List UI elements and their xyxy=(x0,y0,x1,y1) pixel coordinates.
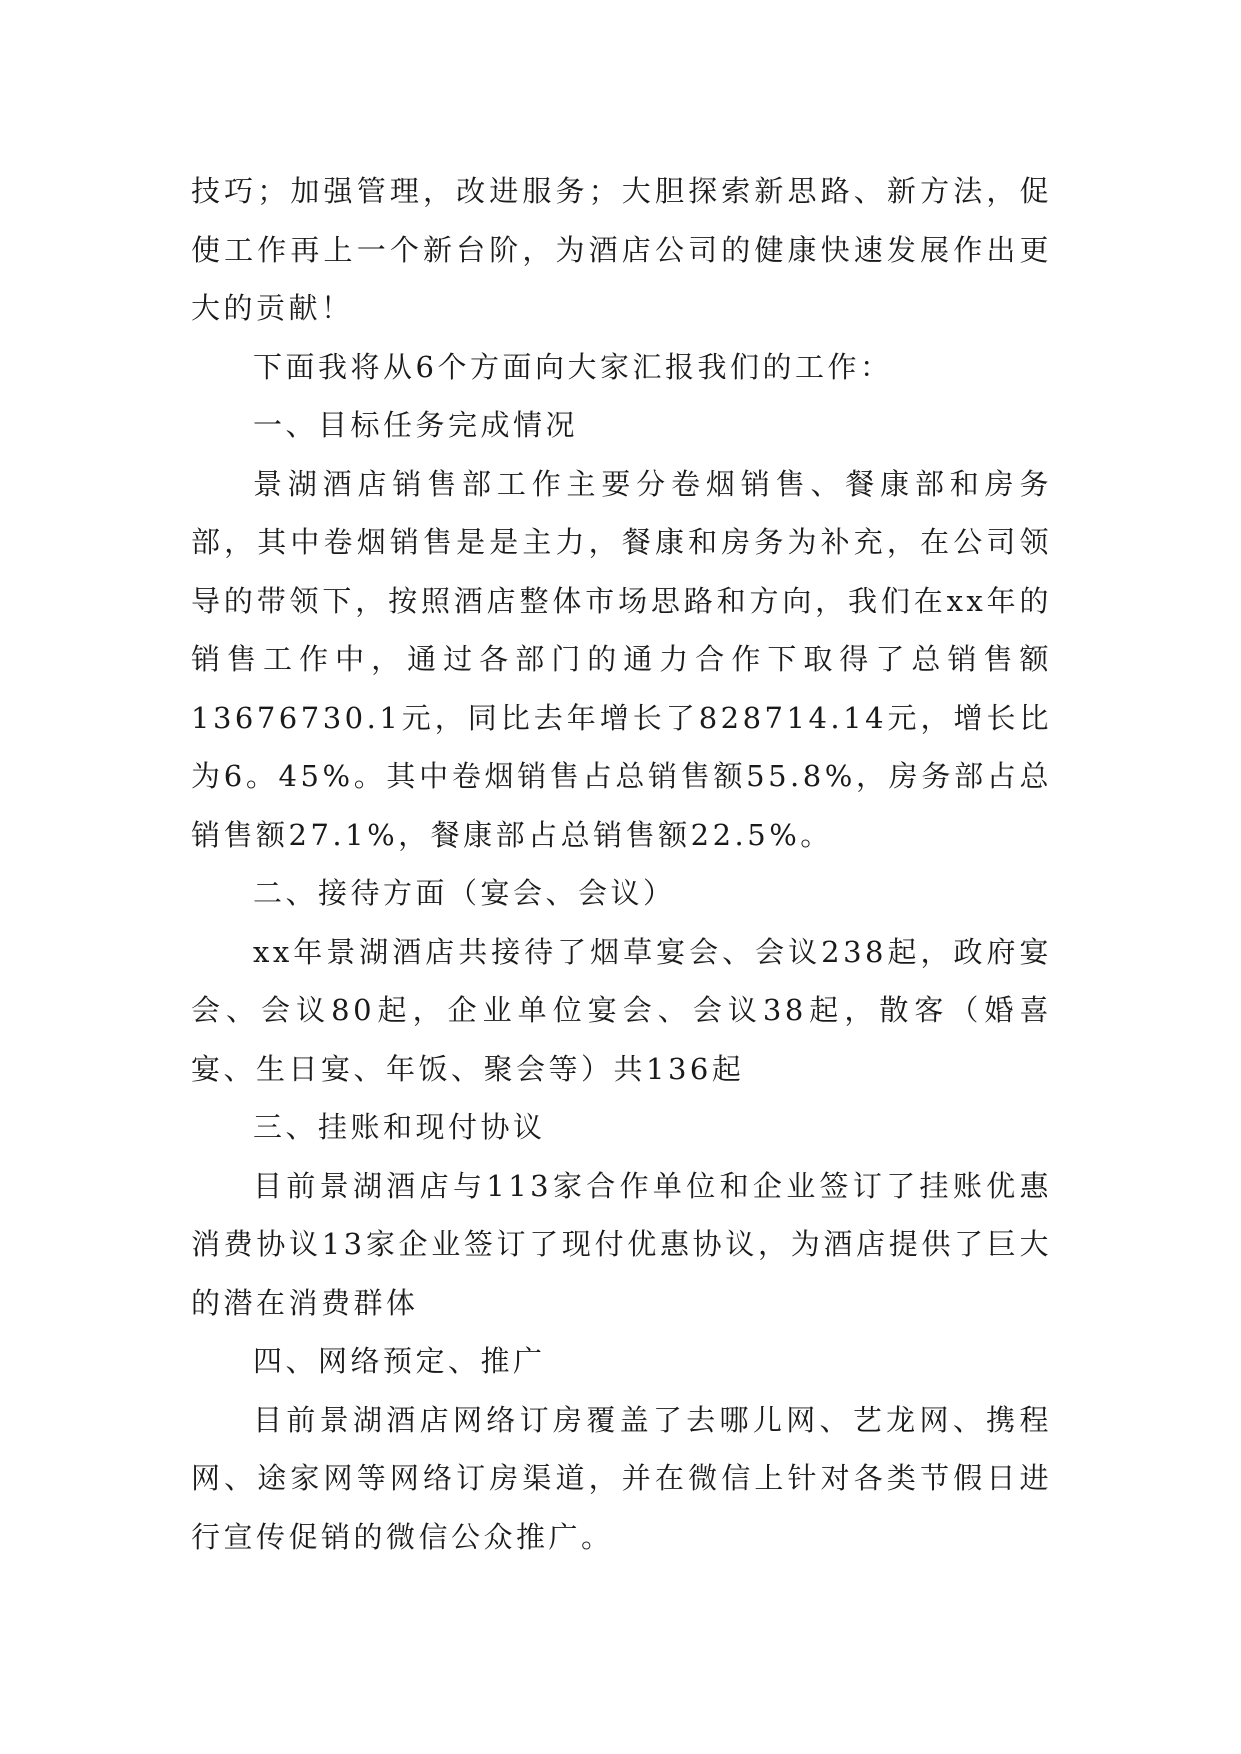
document-body xyxy=(191,162,1052,1566)
paragraph-online-booking: 目前景湖酒店网络订房覆盖了去哪儿网、艺龙网、携程网、途家网等网络订房渠道，并在微信上针对各类节假日进行宣传促销的微信公众推广。 xyxy=(191,1402,1052,1554)
paragraph-sales-results: 景湖酒店销售部工作主要分卷烟销售、餐康部和房务部，其中卷烟销售是是主力，餐康和房务为补充，在公司领导的带领下，按照酒店整体市场思路和方向，我们在xx年的销售工作中，通过各部门的通力合作下取得了总销售额13676730.1元，同比去年增长了828714.14元，增长比为6。45%。其中卷烟销售占总销售额55.8%，房务部占总销售额27.1%，餐康部占总销售额22.5%。 xyxy=(191,466,1052,852)
paragraph-intro-continuation: 技巧；加强管理，改进服务；大胆探索新思路、新方法，促使工作再上一个新台阶，为酒店公司的健康快速发展作出更大的贡献！ xyxy=(191,174,1052,325)
paragraph-agreements: 目前景湖酒店与113家合作单位和企业签订了挂账优惠消费协议13家企业签订了现付优惠协议，为酒店提供了巨大的潜在消费群体 xyxy=(191,1168,1052,1320)
section-heading-2: 二、接待方面（宴会、会议） xyxy=(253,876,676,910)
paragraph-reception: xx年景湖酒店共接待了烟草宴会、会议238起，政府宴会、会议80起，企业单位宴会、会议38起，散客（婚喜宴、生日宴、年饭、聚会等）共136起 xyxy=(191,934,1052,1086)
section-heading-3: 三、挂账和现付协议 xyxy=(253,1110,546,1144)
paragraph-overview: 下面我将从6个方面向大家汇报我们的工作： xyxy=(253,349,893,384)
section-heading-1: 一、目标任务完成情况 xyxy=(253,408,579,442)
section-heading-4: 四、网络预定、推广 xyxy=(253,1344,546,1378)
